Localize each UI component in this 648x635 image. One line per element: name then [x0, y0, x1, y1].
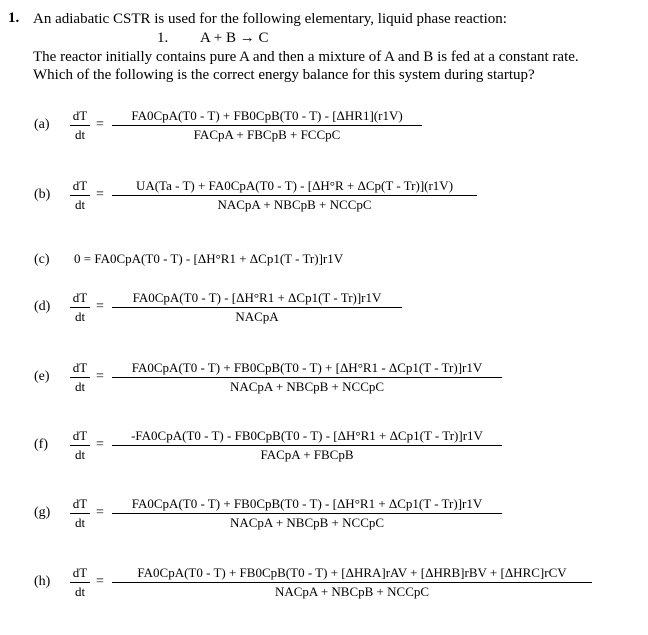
lhs-denominator: dt [74, 309, 86, 324]
option-label: (e) [34, 369, 50, 384]
reaction-line [157, 30, 268, 47]
lhs-derivative [70, 565, 90, 600]
reaction-index: 1. [157, 30, 169, 46]
option-label: (b) [34, 187, 51, 202]
lhs-derivative [70, 108, 90, 143]
equals-sign: = [96, 299, 104, 314]
rhs-fraction [112, 360, 502, 395]
option-label: (d) [34, 299, 51, 314]
rhs-denominator: NACpA [235, 309, 279, 324]
reaction-equation: A + B → C [200, 30, 269, 46]
equals-sign: = [96, 187, 104, 202]
rhs-fraction [112, 108, 422, 143]
lhs-denominator: dt [74, 447, 86, 462]
lhs-numerator: dT [72, 290, 88, 305]
lhs-derivative [70, 290, 90, 325]
question-number: 1. [8, 10, 20, 26]
rhs-numerator: FA0CpA(T0 - T) + FB0CpB(T0 - T) - [ΔH°R1 + ΔCp1(T - Tr)]r1V [131, 496, 483, 511]
question-intro: An adiabatic CSTR is used for the following elementary, liquid phase reaction: [33, 11, 507, 27]
equals-sign: = [96, 574, 104, 589]
rhs-fraction [112, 496, 502, 531]
rhs-denominator: NACpA + NBCpB + NCCpC [217, 197, 372, 212]
rhs-denominator: NACpA + NBCpB + NCCpC [274, 584, 430, 599]
option-label: (a) [34, 117, 50, 132]
lhs-numerator: dT [72, 108, 88, 123]
lhs-numerator: dT [72, 496, 88, 511]
question-line-3: Which of the following is the correct energy balance for this system during startup? [33, 67, 535, 83]
option-label: (f) [34, 437, 48, 452]
equals-sign: = [96, 117, 104, 132]
equals-sign: = [96, 369, 104, 384]
lhs-numerator: dT [72, 360, 88, 375]
lhs-derivative [70, 178, 90, 213]
rhs-denominator: FACpA + FBCpB [260, 447, 354, 462]
lhs-denominator: dt [74, 127, 86, 142]
rhs-fraction [112, 178, 477, 213]
lhs-numerator: dT [72, 178, 88, 193]
rhs-numerator: FA0CpA(T0 - T) - [ΔH°R1 + ΔCp1(T - Tr)]r1V [132, 290, 382, 305]
lhs-derivative [70, 360, 90, 395]
lhs-derivative [70, 428, 90, 463]
lhs-denominator: dt [74, 197, 86, 212]
option-label: (h) [34, 574, 51, 589]
rhs-denominator: FACpA + FBCpB + FCCpC [193, 127, 341, 142]
rhs-numerator: UA(Ta - T) + FA0CpA(T0 - T) - [ΔH°R + ΔCp(T - Tr)](r1V) [135, 178, 454, 193]
lhs-numerator: dT [72, 428, 88, 443]
lhs-numerator: dT [72, 565, 88, 580]
lhs-denominator: dt [74, 379, 86, 394]
rhs-fraction [112, 290, 402, 325]
option-equation: 0 = FA0CpA(T0 - T) - [ΔH°R1 + ΔCp1(T - Tr)]r1V [74, 251, 344, 266]
rhs-numerator: FA0CpA(T0 - T) + FB0CpB(T0 - T) - [ΔHR1](r1V) [131, 108, 403, 123]
rhs-fraction [112, 565, 592, 600]
option-label: (g) [34, 505, 51, 520]
rhs-numerator: FA0CpA(T0 - T) + FB0CpB(T0 - T) + [ΔH°R1 - ΔCp1(T - Tr)]r1V [131, 360, 483, 375]
rhs-numerator: -FA0CpA(T0 - T) - FB0CpB(T0 - T) - [ΔH°R1 + ΔCp1(T - Tr)]r1V [131, 428, 483, 443]
lhs-derivative [70, 496, 90, 531]
equals-sign: = [96, 437, 104, 452]
rhs-fraction [112, 428, 502, 463]
lhs-denominator: dt [74, 515, 86, 530]
question-line-2: The reactor initially contains pure A and then a mixture of A and B is fed at a constant rate. [33, 49, 579, 65]
rhs-denominator: NACpA + NBCpB + NCCpC [229, 379, 385, 394]
lhs-denominator: dt [74, 584, 86, 599]
rhs-numerator: FA0CpA(T0 - T) + FB0CpB(T0 - T) + [ΔHRA]rAV + [ΔHRB]rBV + [ΔHRC]rCV [137, 565, 567, 580]
rhs-denominator: NACpA + NBCpB + NCCpC [229, 515, 385, 530]
equals-sign: = [96, 505, 104, 520]
option-label: (c) [34, 252, 50, 267]
